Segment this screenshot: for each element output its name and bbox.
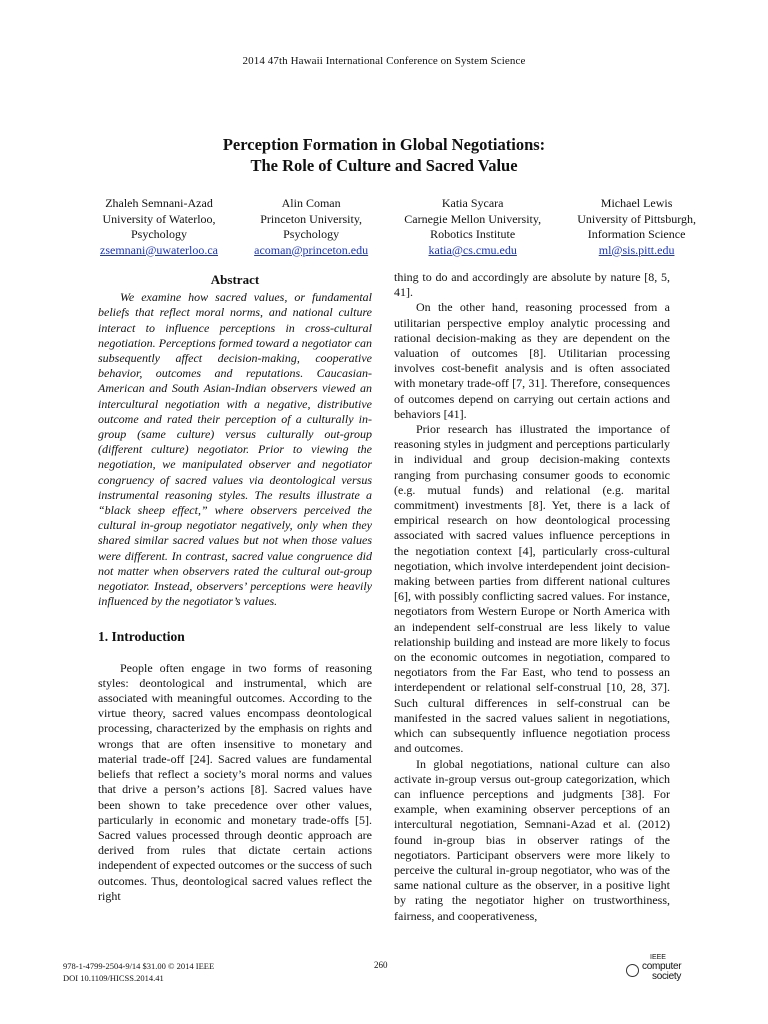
section-heading-introduction: 1. Introduction [98,629,185,645]
author-affiliation: Princeton University, [260,211,363,226]
left-column [98,272,372,904]
author-1 [100,196,218,258]
author-affiliation: University of Pittsburgh, [577,211,696,226]
author-affiliation: University of Waterloo, [102,211,216,226]
author-list [100,196,696,258]
author-email-link[interactable]: acoman@princeton.edu [254,242,369,257]
logo-text-computer: computer [642,961,682,972]
intro-paragraph: People often engage in two forms of reasoning styles: deontological and instrumental, which are associated with meaningful outcomes. According to the virtue theory, sacred values encompass deontological processing, characterized by the emphasis on rights and wrongs that are often insensitive to monetary and material trade-off [24]. Sacred values are fundamental beliefs that reflect a society’s moral norms and values that drive a person’s actions [8]. Sacred values have been shown to take precedence over other values, particularly in economic and monetary trade-offs [5]. Sacred values processed through deontic approach are derived from rules that dictate certain actions independent of expected outcomes or the success of such outcomes. Thus, deontological sacred values reflect the right [98,660,372,903]
page-number: 260 [374,960,388,970]
author-department: Information Science [587,227,686,241]
body-paragraph: In global negotiations, national culture can also activate in-group versus out-group categorization, which can influence perceptions and judgments [38]. For example, when examining observer perceptions of an intercultural negotiation, Semnani-Azad et al. (2012) found in-group bias in observer ratings of the negotiators. Participant observers were more likely to perceive the cultural in-group negotiator, who was of the same national culture as the observer, in a positive light by rating the negotiator higher on trustworthiness, fairness, and cooperativeness, [394,756,670,923]
footer-citation [63,960,214,984]
author-name: Alin Coman [281,196,341,210]
author-email-link[interactable]: katia@cs.cmu.edu [428,242,517,257]
conference-header: 2014 47th Hawaii International Conference on System Science [242,55,526,67]
author-name: Katia Sycara [441,196,504,210]
isbn-line: 978-1-4799-2504-9/14 $31.00 © 2014 IEEE [63,961,215,971]
logo-text-ieee: IEEE [650,954,666,961]
author-email-link[interactable]: ml@sis.pitt.edu [598,242,675,257]
paper-title [0,134,768,176]
author-affiliation: Carnegie Mellon University, [404,211,542,226]
right-column [394,270,670,924]
computer-society-logo [622,954,692,984]
author-3 [404,196,541,258]
author-department: Psychology [283,227,340,241]
author-4 [577,196,696,258]
continued-paragraph: thing to do and accordingly are absolute by nature [8, 5, 41]. [394,270,670,300]
doi-line: DOI 10.1109/HICSS.2014.41 [63,973,164,983]
author-2 [254,196,368,258]
author-name: Zhaleh Semnani-Azad [105,196,213,210]
author-department: Robotics Institute [430,227,516,241]
author-email-link[interactable]: zsemnani@uwaterloo.ca [100,242,219,257]
body-paragraph: On the other hand, reasoning processed from a utilitarian perspective employ analytic processing and rational decision-making as they are dependent on the valuation of outcomes [8]. Utilitarian processing involves cost-benefit analysis and is often associated with monetary trade-off [7, 31]. Therefore, consequences of outcomes depend on carrying out certain actions and behaviors [41]. [394,300,670,421]
body-paragraph: Prior research has illustrated the importance of reasoning styles in judgment and perceptions particularly in individual and group decision-making contexts ranging from purchasing consumer goods to economic (e.g. mutual funds) and relational (e.g. marital commitment) investments [8]. Yet, there is a lack of empirical research on how deontological processing associated with sacred values influence perceptions in the negotiation context [4], particularly cross-cultural negotiation, which involve interdependent joint decision-making between parties from different national cultures [6], with possibly conflicting sacred values. For instance, negotiators from Western Europe or North America with an independent self-construal are less likely to value relationship building and instead are more likely to focus on the economic outcomes in negotiation, compared to negotiators from the Far East, who tend to possess an interdependent or relational self-construal [10, 28, 37]. Such cultural differences in self-construal can be manifested in the sacred values salient in negotiations, which can subsequently influence negotiation process and outcomes. [394,422,670,756]
globe-icon [626,964,639,977]
title-line-1: Perception Formation in Global Negotiations: [222,135,546,154]
abstract-text: We examine how sacred values, or fundamental beliefs that reflect moral norms, and national culture interact to influence perceptions in cross-cultural negotiation. Perceptions formed toward a negotiator can subsequently affect decision-making, cooperative behavior, outcomes and reputations. Caucasian-American and South Asian-Indian observers viewed an intercultural negotiation with a negative, distributive outcome and rated their perception of a culturally in-group (same culture) versus culturally out-group (different culture) negotiator. Prior to viewing the negotiation, we manipulated observer and negotiator congruency of sacred values via deontological versus instrumental reasoning styles. The results illustrate a “black sheep effect,” where observers perceived the cultural in-group negotiator negatively, only when they shared similar sacred values but not when those values were different. In contrast, sacred value congruence did not matter when observers rated the cultural out-group negotiator. Instead, observers’ perceptions were heavily influenced by the negotiator’s values. [98,290,372,609]
author-name: Michael Lewis [600,196,673,210]
abstract-heading: Abstract [210,272,260,287]
title-line-2: The Role of Culture and Sacred Value [250,156,518,175]
author-department: Psychology [131,227,188,241]
logo-text-society: society [652,971,682,982]
